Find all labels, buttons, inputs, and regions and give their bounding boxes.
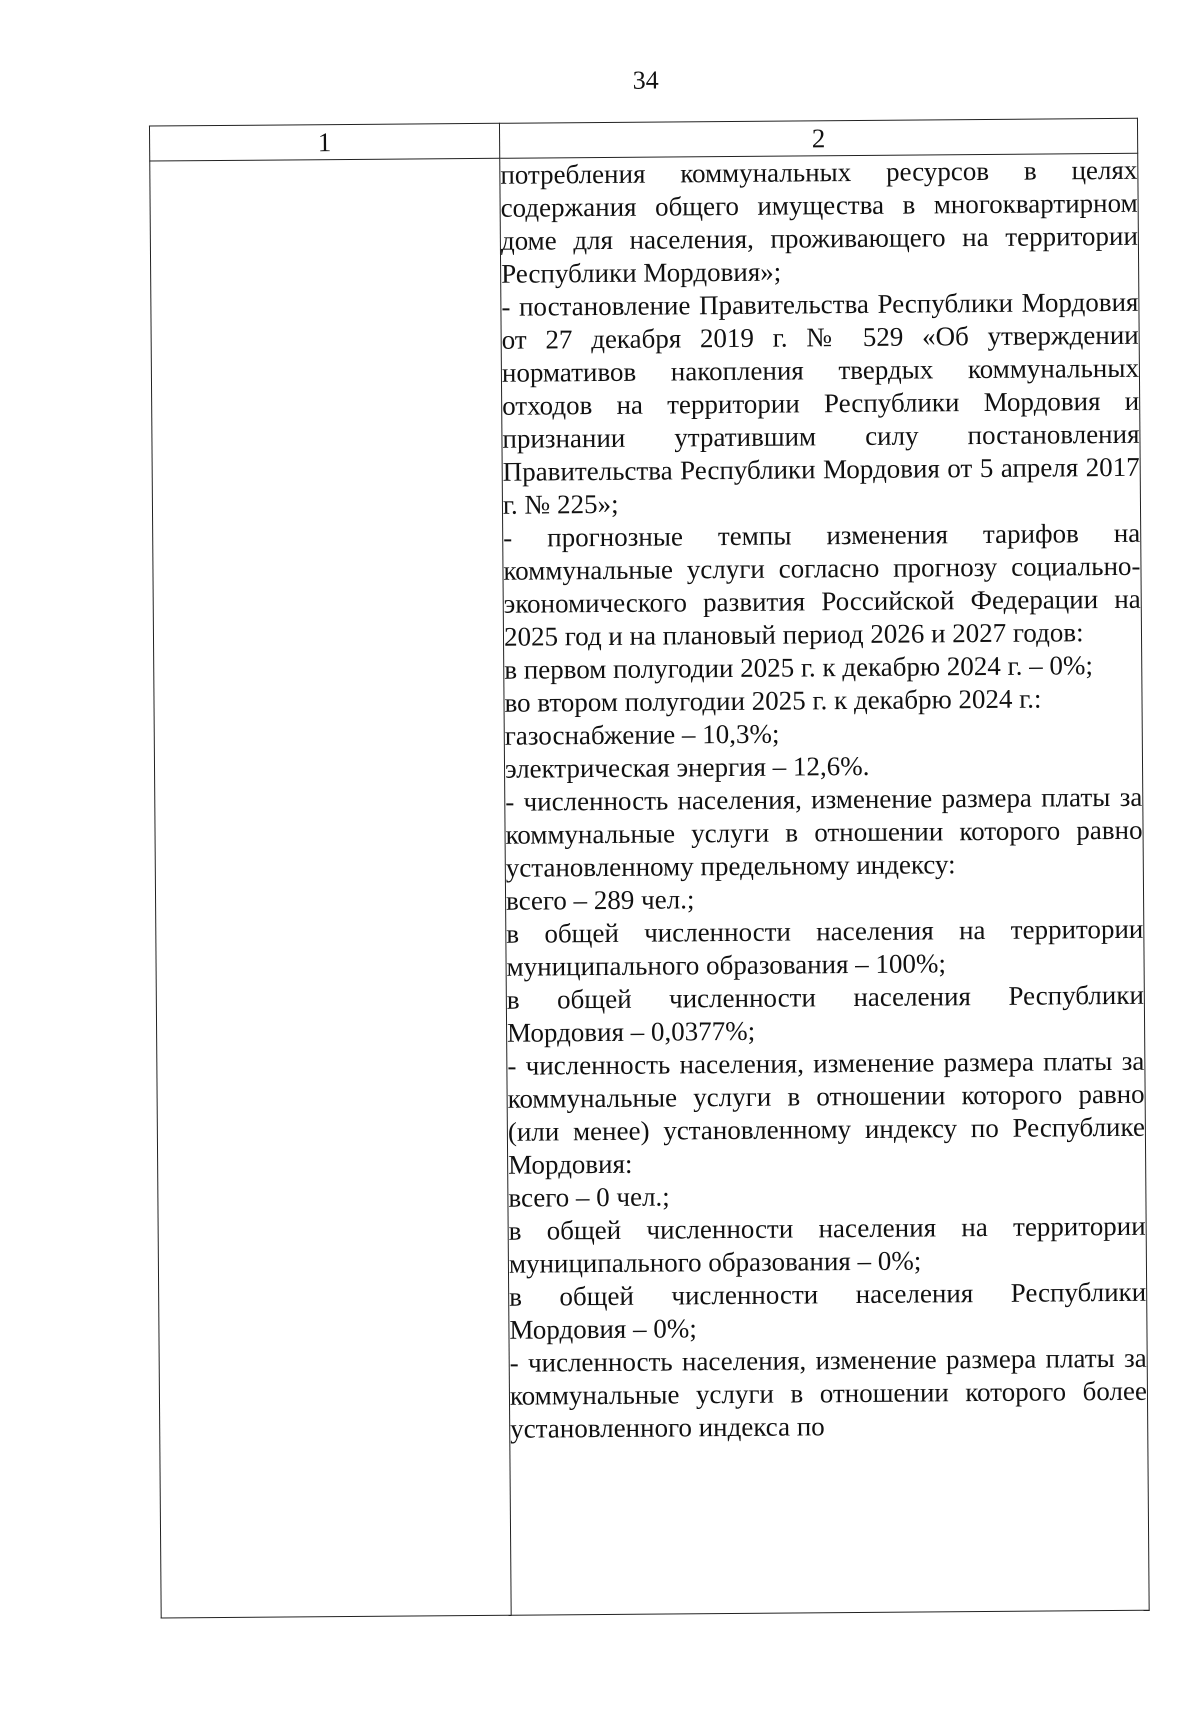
column-header-2: 2 [499, 118, 1137, 158]
paragraph: всего – 0 чел.; [508, 1181, 670, 1213]
paragraph: в первом полугодии 2025 г. к декабрю 2024 г. – 0%; [504, 650, 1093, 685]
paragraph: потребления коммунальных ресурсов в целях содержания общего имущества в многоквартирном доме для населения, проживающего на территории Республики Мордовия»; [500, 154, 1138, 289]
page-number: 34 [632, 65, 659, 95]
paragraph: - численность населения, изменение размера платы за коммунальные услуги в отношении которого более установленного индекса по [509, 1342, 1148, 1444]
paragraph: в общей численности населения Республики Мордовия – 0,0377%; [506, 979, 1144, 1048]
paragraph: в общей численности населения на территории муниципального образования – 100%; [506, 913, 1144, 982]
paragraph: - прогнозные темпы изменения тарифов на коммунальные услуги согласно прогнозу социально-экономического развития Российской Федерации на 2025 год и на плановый период 2026 и 2027 годов: [503, 517, 1141, 652]
paragraph: электрическая энергия – 12,6%. [504, 750, 870, 784]
paragraph: - численность населения, изменение размера платы за коммунальные услуги в отношении которого равно установленному предельному индексу: [505, 781, 1143, 883]
paragraph: - численность населения, изменение размера платы за коммунальные услуги в отношении которого равно (или менее) установленному индексу по Республике Мордовия: [507, 1045, 1145, 1180]
content-table [149, 118, 1150, 1619]
paragraph: в общей численности населения Республики Мордовия – 0%; [509, 1276, 1147, 1345]
column-2-cell [500, 153, 1149, 1615]
column-header-1: 1 [149, 123, 499, 161]
paragraph: всего – 289 чел.; [505, 884, 695, 916]
paragraph: газоснабжение – 10,3%; [504, 718, 780, 751]
paragraph: во втором полугодии 2025 г. к декабрю 2024 г.: [504, 683, 1042, 718]
paragraph: в общей численности населения на территории муниципального образования – 0%; [508, 1210, 1146, 1279]
table-row [150, 153, 1149, 1618]
paragraph: - постановление Правительства Республики Мордовия от 27 декабря 2019 г. № 529 «Об утверждении нормативов накопления твердых коммунальных отходов на территории Республики Мордовия и признании утратившим силу постановления Правительства Республики Мордовия от 5 апреля 2017 г. № 225»; [501, 286, 1140, 520]
column-1-cell [150, 158, 511, 1618]
